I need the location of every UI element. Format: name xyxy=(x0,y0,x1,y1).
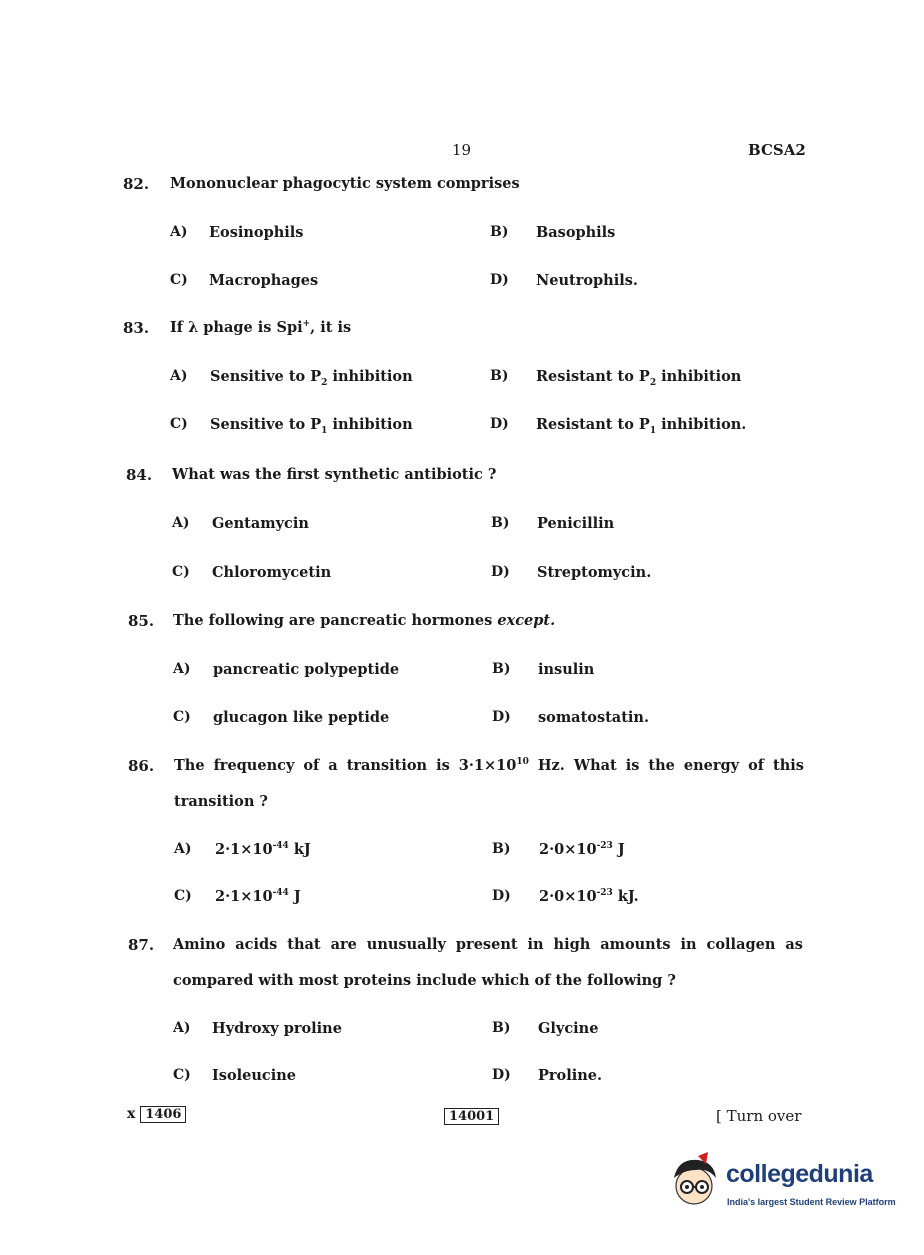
option-text: Hydroxy proline xyxy=(212,1020,342,1037)
option-text: $2\cdot 0\times 10^{-23}$ kJ. xyxy=(539,888,639,905)
option-text: Basophils xyxy=(536,224,616,241)
option-label: A) xyxy=(174,841,192,857)
option-text: Resistant to $P_2$ inhibition xyxy=(536,368,742,388)
option-text: Proline. xyxy=(538,1067,603,1084)
option-label: C) xyxy=(174,888,192,904)
question-text-line: transition ? xyxy=(174,793,268,810)
option-text: Isoleucine xyxy=(212,1067,296,1084)
option-text: glucagon like peptide xyxy=(213,709,390,726)
watermark-brand: collegedunia xyxy=(726,1160,873,1188)
question-number: 85. xyxy=(128,612,155,630)
question-text: If λ phage is Spi+, it is xyxy=(170,319,352,336)
option-text: Sensitive to $P_1$ inhibition xyxy=(210,416,413,436)
option-label: C) xyxy=(173,709,191,725)
option-label: B) xyxy=(490,368,509,384)
option-text: Sensitive to $P_2$ inhibition xyxy=(210,368,413,388)
footer-left-code: x 1406 xyxy=(127,1106,186,1123)
option-text: insulin xyxy=(538,661,595,678)
option-text: Chloromycetin xyxy=(212,564,332,581)
question-text-line: Amino acids that are unusually present in high amounts in collagen as xyxy=(173,936,803,953)
option-label: D) xyxy=(492,709,511,725)
question-number: 83. xyxy=(123,319,150,337)
option-label: D) xyxy=(491,564,510,580)
question-text: The following are pancreatic hormones except. xyxy=(173,612,556,629)
option-text: $2\cdot 0\times 10^{-23}$ J xyxy=(539,841,625,858)
option-label: D) xyxy=(492,1067,511,1083)
option-label: B) xyxy=(492,661,511,677)
option-label: A) xyxy=(172,515,190,531)
frequency-value: $3\cdot 1\times 10^{10}$ xyxy=(458,757,529,774)
option-label: D) xyxy=(492,888,511,904)
option-label: A) xyxy=(170,224,188,240)
option-label: C) xyxy=(173,1067,191,1083)
question-number: 82. xyxy=(123,175,150,193)
question-text: Mononuclear phagocytic system comprises xyxy=(170,175,520,192)
footer-serial: 14001 xyxy=(444,1106,499,1125)
option-text: $2\cdot 1\times 10^{-44}$ kJ xyxy=(215,841,311,858)
option-label: A) xyxy=(173,661,191,677)
option-label: C) xyxy=(172,564,190,580)
option-label: A) xyxy=(170,368,188,384)
question-number: 84. xyxy=(126,466,153,484)
option-label: C) xyxy=(170,416,188,432)
option-label: D) xyxy=(490,416,509,432)
option-text: Neutrophils. xyxy=(536,272,638,289)
option-text: Gentamycin xyxy=(212,515,309,532)
option-text: Macrophages xyxy=(209,272,319,289)
option-text: Eosinophils xyxy=(209,224,304,241)
question-text: What was the first synthetic antibiotic ? xyxy=(172,466,497,483)
option-label: B) xyxy=(490,224,509,240)
turn-over-note: [ Turn over xyxy=(716,1107,802,1125)
option-text: $2\cdot 1\times 10^{-44}$ J xyxy=(215,888,301,905)
option-label: A) xyxy=(173,1020,191,1036)
option-text: pancreatic polypeptide xyxy=(213,661,400,678)
option-label: C) xyxy=(170,272,188,288)
option-label: B) xyxy=(492,1020,511,1036)
question-number: 86. xyxy=(128,757,155,775)
option-text: Glycine xyxy=(538,1020,599,1037)
option-text: Penicillin xyxy=(537,515,615,532)
option-label: B) xyxy=(491,515,510,531)
option-label: B) xyxy=(492,841,511,857)
option-text: somatostatin. xyxy=(538,709,649,726)
option-text: Resistant to $P_1$ inhibition. xyxy=(536,416,747,436)
page-number: 19 xyxy=(452,141,472,159)
question-text-line: compared with most proteins include which of the following ? xyxy=(173,972,676,989)
question-number: 87. xyxy=(128,936,155,954)
watermark-tagline: India's largest Student Review Platform xyxy=(727,1197,896,1207)
option-text: Streptomycin. xyxy=(537,564,652,581)
paper-code: BCSA2 xyxy=(748,141,806,159)
option-label: D) xyxy=(490,272,509,288)
question-text-line: The frequency of a transition is $3\cdot 1\times 10^{10}$ Hz. What is the energy of this xyxy=(174,757,804,774)
